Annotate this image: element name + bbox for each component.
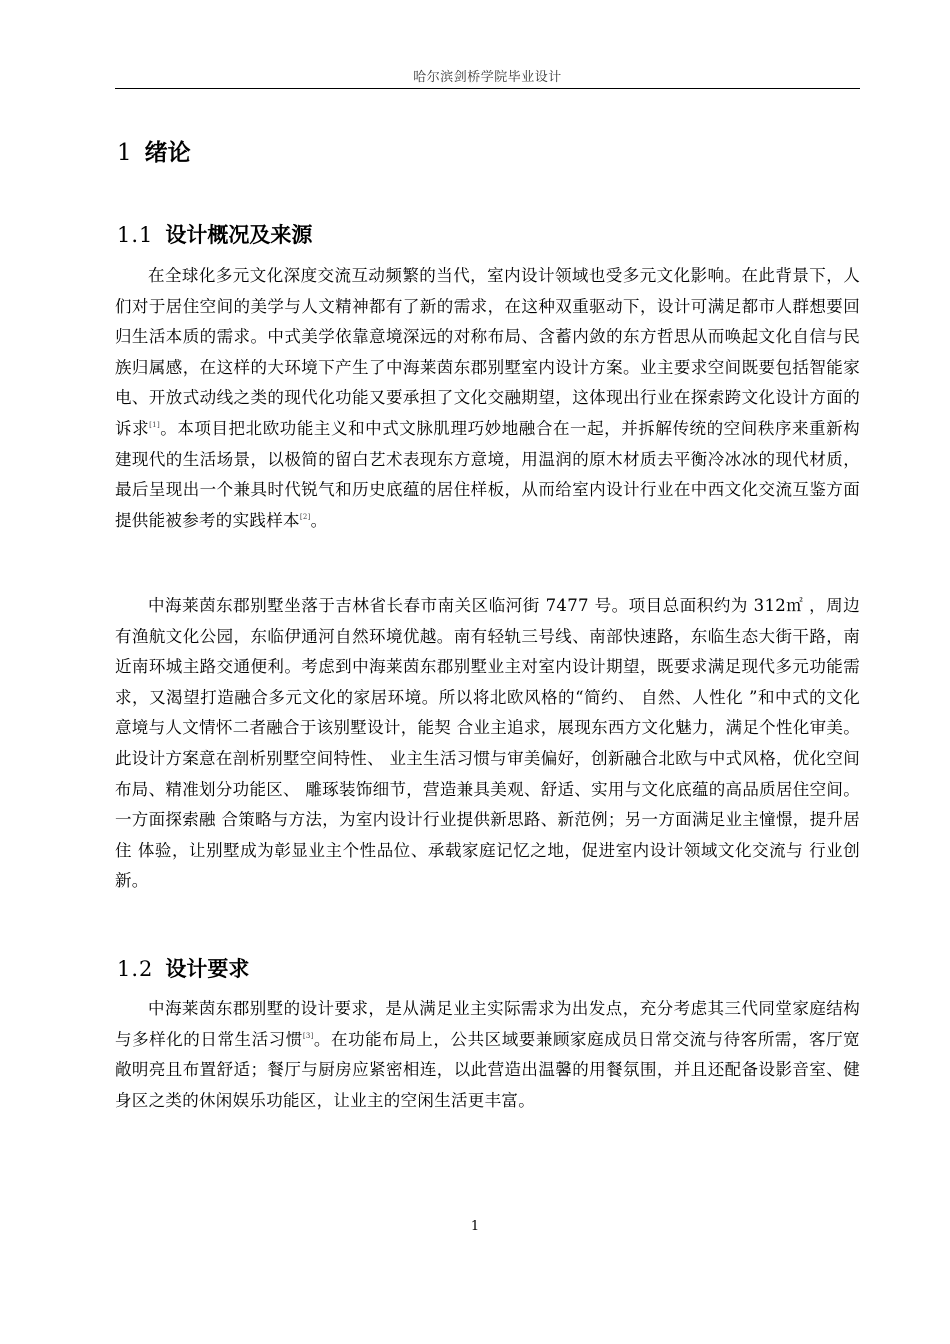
- header-rule: [115, 88, 860, 89]
- paragraph-text: 。: [310, 510, 328, 530]
- citation-marker: [2]: [299, 512, 311, 521]
- section-title-1-2: [117, 955, 249, 983]
- section-title-text: 设计概况及来源: [165, 223, 313, 247]
- paragraph-overview: [115, 261, 860, 536]
- chapter-title-text: 绪论: [144, 140, 191, 166]
- section-title-1-1: [117, 221, 312, 249]
- section-number: 1.1: [117, 223, 154, 247]
- paragraph-text: 。本项目把北欧功能主义和中式文脉肌理巧妙地融合在一起，并拆解传统的空间秩序来重新构建现代的生活场景，以极简的留白艺术表现东方意境，用温润的原木材质去平衡冷冰冰的现代材质，最后呈现出一个兼具时代锐气和历史底蕴的居住样板，从而给室内设计行业在中西文化交流互鉴方面提供能被参考的实践样本: [115, 418, 860, 530]
- section-number: 1.2: [117, 957, 154, 981]
- citation-marker: [3]: [302, 1031, 314, 1040]
- section-title-text: 设计要求: [165, 957, 250, 981]
- running-header: 哈尔滨剑桥学院毕业设计: [413, 70, 562, 85]
- paragraph-text: 中海莱茵东郡别墅坐落于吉林省长春市南关区临河街 7477 号。项目总面积约为 312㎡ ，周边有渔航文化公园，东临伊通河自然环境优越。南有轻轨三号线、南部快速路，东临生态大街干路，南近南环城主路交通便利。考虑到中海莱茵东郡别墅业主对室内设计期望，既要求满足现代多元功能需求，又渴望打造融合多元文化的家居环境。所以将北欧风格的“简约、 自然、人性化 ”和中式的文化意境与人文情怀二者融合于该别墅设计，能契 合业主追求，展现东西方文化魅力，满足个性化审美。此设计方案意在剖析别墅空间特性、 业主生活习惯与审美偏好，创新融合北欧与中式风格，优化空间布局、精准划分功能区、 雕琢装饰细节，营造兼具美观、舒适、实用与文化底蕴的高品质居住空间。一方面探索融 合策略与方法，为室内设计行业提供新思路、新范例；另一方面满足业主憧憬，提升居住 体验，让别墅成为彰显业主个性品位、承载家庭记忆之地，促进室内设计领域文化交流与 行业创新。: [115, 596, 860, 891]
- paragraph-requirements: [115, 994, 860, 1116]
- chapter-title: [117, 138, 191, 168]
- citation-marker: [1]: [149, 420, 160, 429]
- paragraph-text: 中海莱茵东郡别墅的设计要求，是从满足业主实际需求为出发点，充分考虑其三代同堂家庭结构与多样化的日常生活习惯: [115, 999, 860, 1049]
- paragraph-text: 在全球化多元文化深度交流互动频繁的当代，室内设计领域也受多元文化影响。在此背景下，人们对于居住空间的美学与人文精神都有了新的需求，在这种双重驱动下，设计可满足都市人群想要回归生活本质的需求。中式美学依靠意境深远的对称布局、含蓄内敛的东方哲思从而唤起文化自信与民族归属感，在这样的大环境下产生了中海莱茵东郡别墅室内设计方案。业主要求空间既要包括智能家电、开放式动线之类的现代化功能又要承担了文化交融期望，这体现出行业在探索跨文化设计方面的诉求: [115, 266, 860, 438]
- paragraph-text: 。在功能布局上，公共区域要兼顾家庭成员日常交流与待客所需，客厅宽敞明亮且布置舒适；餐厅与厨房应紧密相连，以此营造出温馨的用餐氛围，并且还配备设影音室、健身区之类的休闲娱乐功能区，让业主的空闲生活更丰富。: [115, 1029, 860, 1110]
- chapter-number: 1: [117, 140, 133, 166]
- paragraph-project-site: [115, 591, 860, 897]
- page-number: 1: [470, 1219, 480, 1234]
